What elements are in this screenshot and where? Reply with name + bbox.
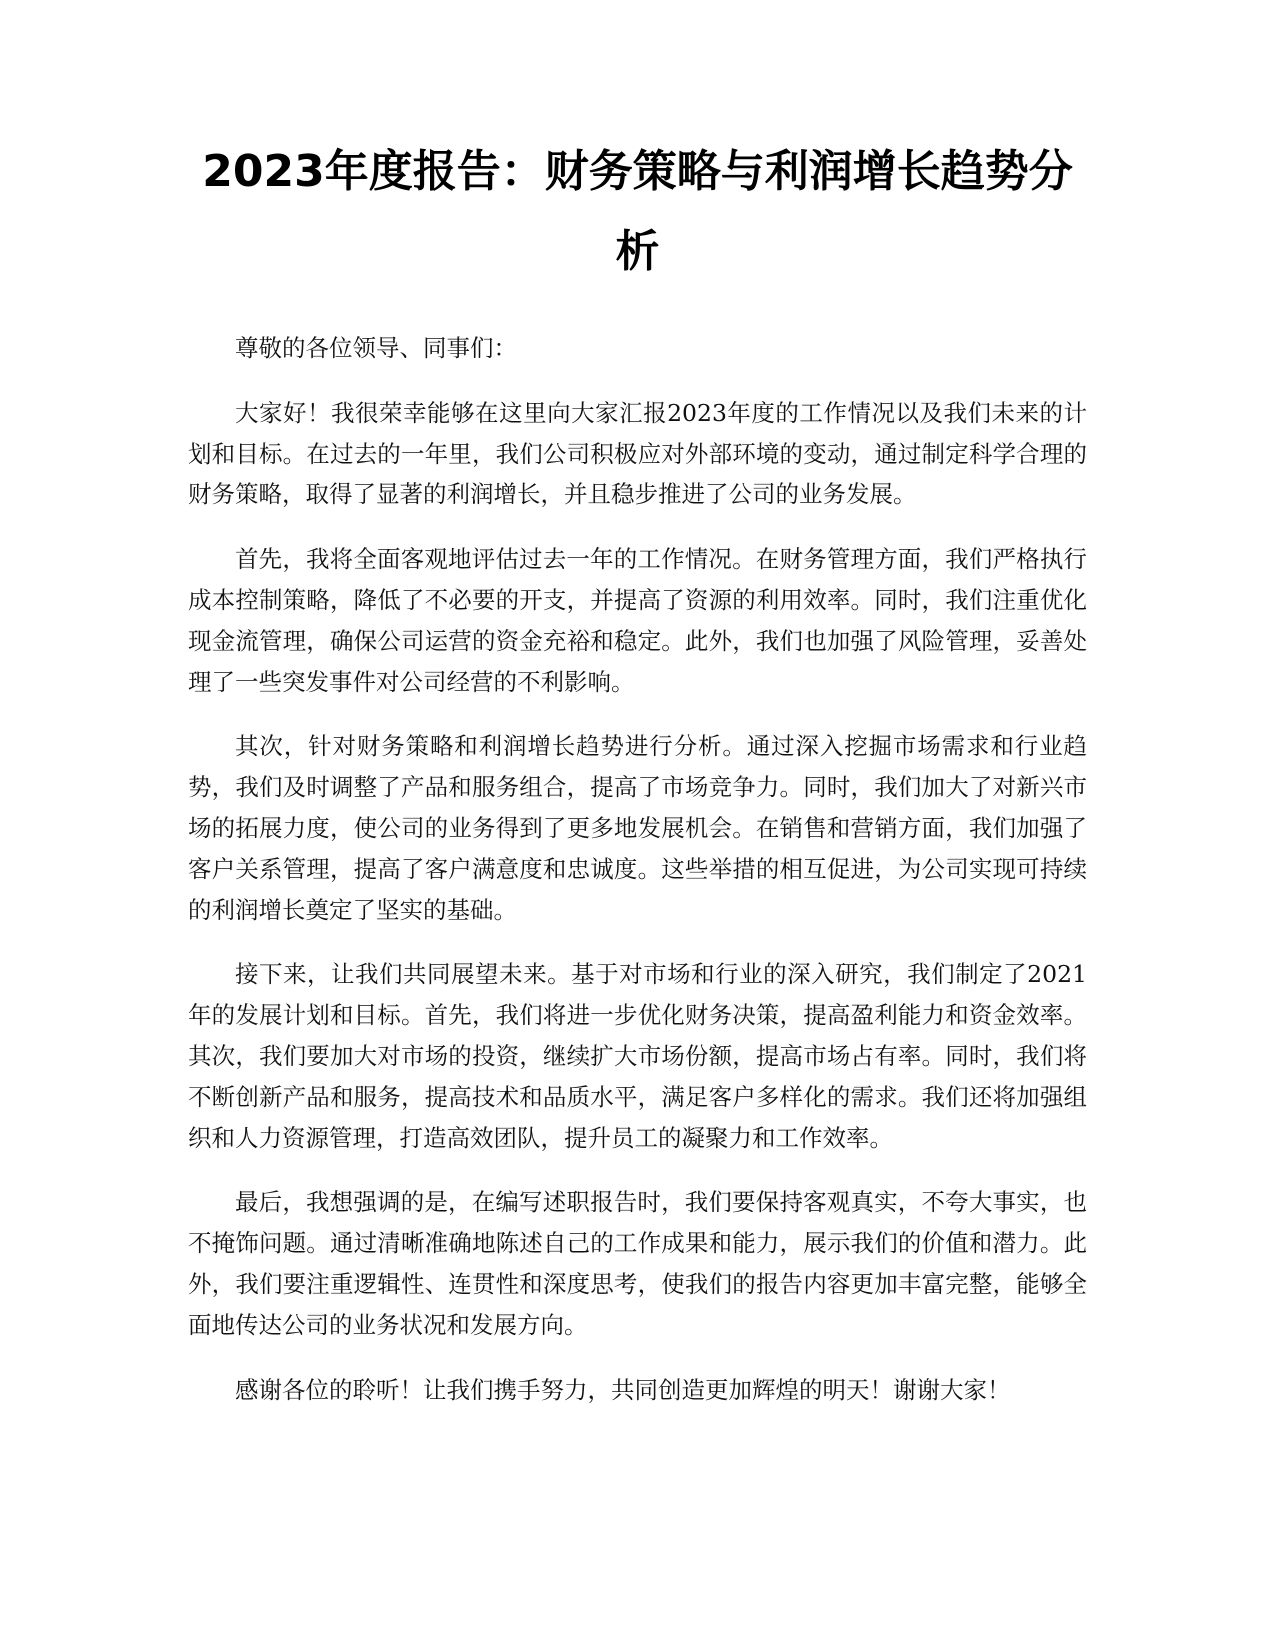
body-paragraph: 最后，我想强调的是，在编写述职报告时，我们要保持客观真实，不夸大事实，也不掩饰问题。通过清晰准确地陈述自己的工作成果和能力，展示我们的价值和潜力。此外，我们要注重逻辑性、连贯性和深度思考，使我们的报告内容更加丰富完整，能够全面地传达公司的业务状况和发展方向。 (188, 1188, 1087, 1339)
body-paragraph: 大家好！我很荣幸能够在这里向大家汇报2023年度的工作情况以及我们未来的计划和目标。在过去的一年里，我们公司积极应对外部环境的变动，通过制定科学合理的财务策略，取得了显著的利润增长，并且稳步推进了公司的业务发展。 (188, 398, 1087, 509)
body-paragraph: 其次，针对财务策略和利润增长趋势进行分析。通过深入挖掘市场需求和行业趋势，我们及时调整了产品和服务组合，提高了市场竞争力。同时，我们加大了对新兴市场的拓展力度，使公司的业务得到了更多地发展机会。在销售和营销方面，我们加强了客户关系管理，提高了客户满意度和忠诚度。这些举措的相互促进，为公司实现可持续的利润增长奠定了坚实的基础。 (188, 732, 1087, 924)
body-paragraph: 首先，我将全面客观地评估过去一年的工作情况。在财务管理方面，我们严格执行成本控制策略，降低了不必要的开支，并提高了资源的利用效率。同时，我们注重优化现金流管理，确保公司运营的资金充裕和稳定。此外，我们也加强了风险管理，妥善处理了一些突发事件对公司经营的不利影响。 (188, 545, 1087, 696)
document-title: 2023年度报告：财务策略与利润增长趋势分析 (202, 146, 1073, 277)
closing-paragraph: 感谢各位的聆听！让我们携手努力，共同创造更加辉煌的明天！谢谢大家！ (235, 1375, 1011, 1404)
salutation-paragraph: 尊敬的各位领导、同事们： (235, 334, 517, 362)
body-paragraph: 接下来，让我们共同展望未来。基于对市场和行业的深入研究，我们制定了2021年的发展计划和目标。首先，我们将进一步优化财务决策，提高盈利能力和资金效率。其次，我们要加大对市场的投资，继续扩大市场份额，提高市场占有率。同时，我们将不断创新产品和服务，提高技术和品质水平，满足客户多样化的需求。我们还将加强组织和人力资源管理，打造高效团队，提升员工的凝聚力和工作效率。 (188, 960, 1087, 1152)
